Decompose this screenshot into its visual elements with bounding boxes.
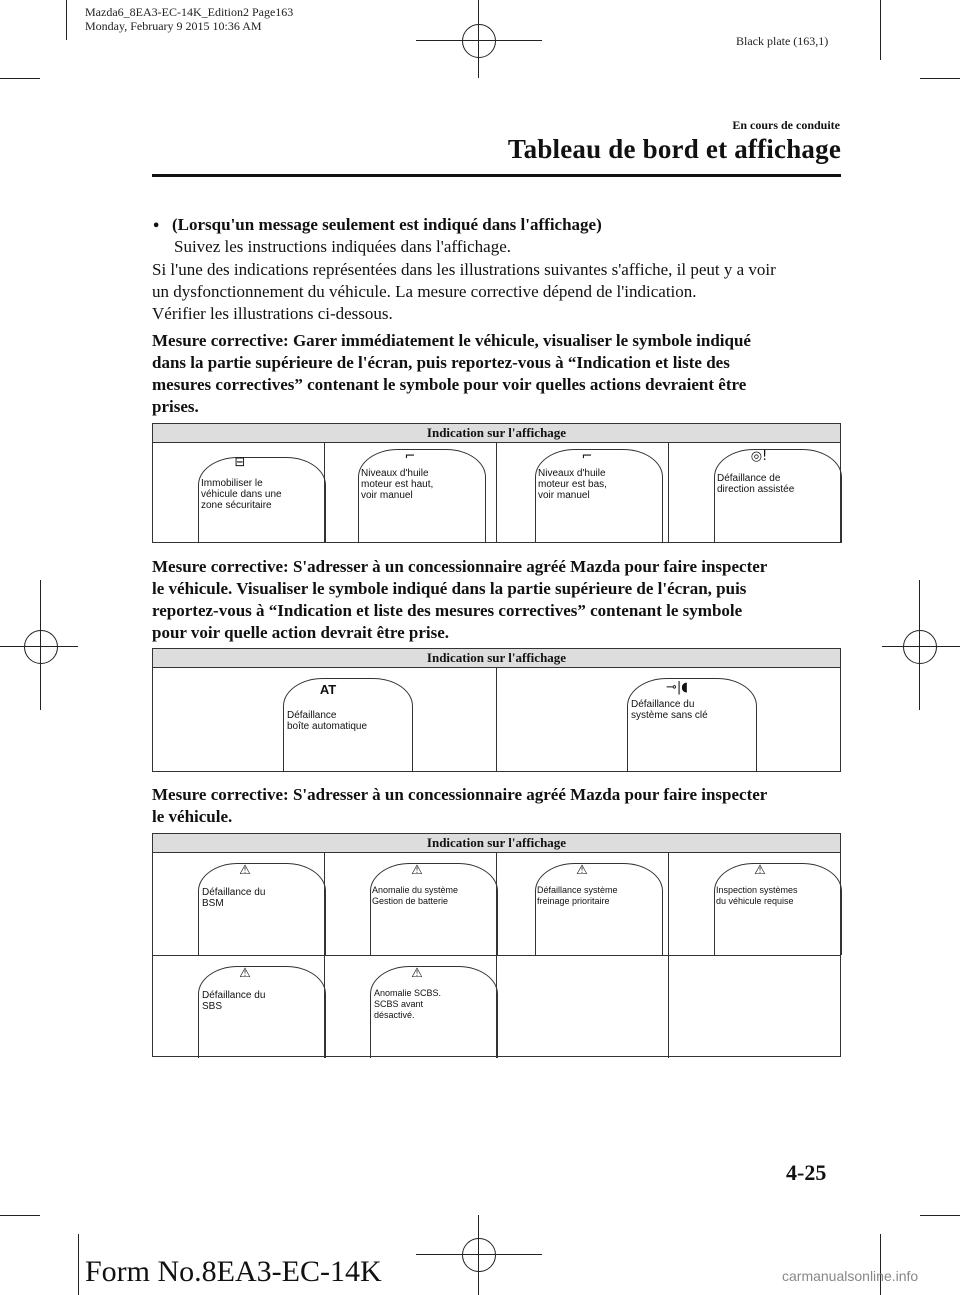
steering-warning-icon: ◎!: [750, 449, 768, 464]
table-header: Indication sur l'affichage: [153, 834, 840, 853]
display-screen: [535, 863, 663, 955]
measure1-line3: mesures correctives” contenant le symbole pour voir quelles actions devraient être: [152, 375, 747, 394]
display-message: Inspection systèmes du véhicule requise: [716, 885, 798, 906]
bullet-sub: Suivez les instructions indiquées dans l'affichage.: [174, 237, 512, 256]
table-cell: [153, 668, 496, 772]
plate-info: Black plate (163,1): [736, 34, 829, 48]
measure2-line2: le véhicule. Visualiser le symbole indiqué dans la partie supérieure de l'écran, puis: [152, 579, 747, 598]
registration-circle: [903, 630, 937, 664]
crop-mark: [0, 78, 40, 79]
display-message: Défaillance boîte automatique: [287, 710, 368, 732]
table-cell: [668, 443, 840, 543]
display-message: Défaillance système freinage prioritaire: [537, 885, 618, 906]
display-screen: [714, 863, 842, 955]
measure1-line1: Mesure corrective: Garer immédiatement le véhicule, visualiser le symbole indiqué: [152, 331, 751, 350]
table-cell: [324, 956, 496, 1058]
indication-table-2: [152, 648, 841, 772]
display-screen: [198, 863, 326, 955]
measure2-line3: reportez-vous à “Indication et liste des mesures correctives” contenant le symbole: [152, 601, 743, 620]
crop-mark: [920, 1215, 960, 1216]
table-cell: [324, 853, 496, 955]
display-message: Anomalie du système Gestion de batterie: [372, 885, 459, 906]
para1-line3: Vérifier les illustrations ci-dessous.: [152, 304, 393, 323]
file-info-line2: Monday, February 9 2015 10:36 AM: [85, 19, 262, 33]
table-cell: [324, 443, 496, 543]
indication-table-3: [152, 833, 841, 1057]
crop-mark: [920, 78, 960, 79]
display-message: Défaillance du SBS: [202, 990, 266, 1012]
form-number: Form No.8EA3-EC-14K: [85, 1255, 382, 1288]
measure2-line4: pour voir quelle action devrait être prise.: [152, 623, 449, 642]
display-message: Défaillance du système sans clé: [631, 699, 708, 721]
oil-can-icon: ⌐: [404, 449, 416, 464]
warning-triangle-icon: ⚠: [411, 966, 423, 981]
section-label: En cours de conduite: [732, 118, 840, 132]
bullet-icon: •: [152, 219, 161, 234]
measure3-line1: Mesure corrective: S'adresser à un concessionnaire agréé Mazda pour faire inspecter: [152, 785, 768, 804]
oil-can-icon: ⌐: [581, 449, 593, 464]
para1-line2: un dysfonctionnement du véhicule. La mesure corrective dépend de l'indication.: [152, 282, 697, 301]
table-cell: [496, 956, 668, 1058]
registration-circle: [24, 630, 58, 664]
display-message: Anomalie SCBS. SCBS avant désactivé.: [374, 988, 442, 1020]
warning-triangle-icon: ⚠: [754, 863, 766, 878]
warning-triangle-icon: ⚠: [411, 863, 423, 878]
crop-mark: [78, 1234, 79, 1295]
display-screen: [198, 966, 326, 1058]
para1-line1: Si l'une des indications représentées dans les illustrations suivantes s'affiche, il peut y a voir: [152, 260, 776, 279]
table-cell: [668, 956, 840, 1058]
display-message: Défaillance de direction assistée: [717, 473, 795, 495]
registration-circle: [462, 1238, 496, 1272]
watermark: carmanualsonline.info: [782, 1268, 919, 1284]
crop-mark: [880, 1234, 881, 1295]
measure2-line1: Mesure corrective: S'adresser à un concessionnaire agréé Mazda pour faire inspecter: [152, 557, 768, 576]
crop-mark: [66, 0, 67, 40]
title-rule: [152, 174, 841, 177]
file-info-line1: Mazda6_8EA3-EC-14K_Edition2 Page163: [85, 5, 294, 19]
page-number: 4-25: [786, 1160, 827, 1185]
display-screen: [370, 863, 498, 955]
table-cell: [496, 668, 840, 772]
table-header: Indication sur l'affichage: [153, 424, 840, 443]
bullet-heading: • (Lorsqu'un message seulement est indiqué dans l'affichage): [152, 214, 842, 238]
warning-triangle-icon: ⚠: [576, 863, 588, 878]
at-icon: AT: [319, 682, 337, 697]
table-cell: [153, 956, 324, 1058]
display-message: Niveaux d'huile moteur est haut, voir manuel: [361, 468, 434, 501]
crop-mark: [0, 1215, 40, 1216]
table-cell: [496, 853, 668, 955]
key-icon: ⊸|◖: [665, 680, 689, 695]
registration-circle: [462, 24, 496, 58]
measure1-line4: prises.: [152, 397, 199, 416]
display-message: Défaillance du BSM: [202, 887, 266, 909]
indication-table-1: [152, 423, 841, 543]
warning-triangle-icon: ⚠: [239, 863, 251, 878]
page-title: Tableau de bord et affichage: [507, 134, 841, 164]
measure3-line2: le véhicule.: [152, 807, 233, 826]
measure1-line2: dans la partie supérieure de l'écran, puis reportez-vous à “Indication et liste des: [152, 353, 730, 372]
display-message: Niveaux d'huile moteur est bas, voir manuel: [538, 468, 607, 501]
display-message: Immobiliser le véhicule dans une zone sécuritaire: [201, 478, 282, 511]
table-cell: [496, 443, 668, 543]
warning-triangle-icon: ⚠: [239, 966, 251, 981]
crop-mark: [880, 0, 881, 60]
table-cell: [668, 853, 840, 955]
table-header: Indication sur l'affichage: [153, 649, 840, 668]
table-cell: [153, 853, 324, 955]
battery-icon: ⊟: [234, 455, 246, 470]
table-cell: [153, 443, 324, 543]
